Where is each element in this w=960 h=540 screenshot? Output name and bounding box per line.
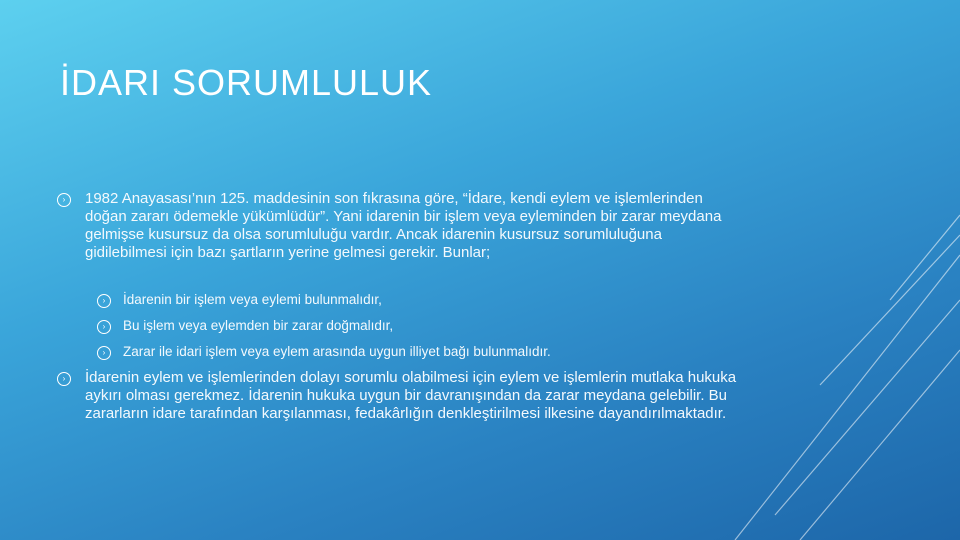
sub-bullet-text: Zarar ile idari işlem veya eylem arasında uygun illiyet bağı bulunmalıdır. [123, 344, 551, 359]
chevron-right-circle-icon: › [57, 372, 71, 386]
sub-bullet-item [97, 317, 697, 335]
bullet-item [57, 190, 737, 262]
bullet-text: İdarenin eylem ve işlemlerinden dolayı sorumlu olabilmesi için eylem ve işlemlerin mutlaka hukuka aykırı olması gerekmez. İdarenin hukuka uygun bir davranışından da zarar meydana gelebilir. Bu zararların idare tarafından karşılanması, fedakârlığın denkleştirilmesi ilkesine dayandırılmaktadır. [85, 369, 737, 422]
slide-title: İDARI SORUMLULUK [60, 62, 433, 103]
bullet-text: 1982 Anayasası’nın 125. maddesinin son fıkrasına göre, “İdare, kendi eylem ve işlemlerinden doğan zararı ödemekle yükümlüdür”. Yani idarenin bir işlem veya eyleminden bir zarar meydana gelmişse kusursuz da olsa sorumluluğu vardır. Ancak idarenin kusursuz sorumluluğuna gidilebilmesi için bazı şartların yerine gelmesi gerekir. Bunlar; [85, 190, 722, 261]
chevron-right-circle-icon: › [97, 294, 111, 308]
chevron-right-circle-icon: › [97, 346, 111, 360]
chevron-right-circle-icon: › [57, 193, 71, 207]
sub-bullet-item [97, 291, 697, 309]
bullet-item [57, 369, 737, 423]
sub-bullet-text: İdarenin bir işlem veya eylemi bulunmalıdır, [123, 292, 382, 307]
sub-bullet-item [97, 343, 697, 361]
chevron-right-circle-icon: › [97, 320, 111, 334]
sub-bullet-text: Bu işlem veya eylemden bir zarar doğmalıdır, [123, 318, 394, 333]
